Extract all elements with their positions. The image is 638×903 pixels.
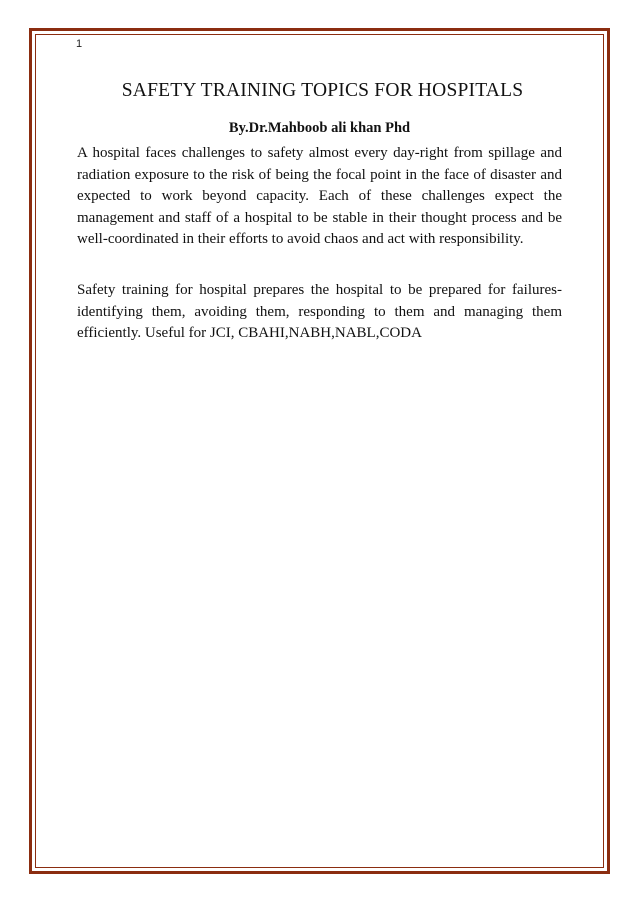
document-body bbox=[77, 78, 562, 345]
document-title: SAFETY TRAINING TOPICS FOR HOSPITALS bbox=[121, 80, 524, 101]
page-number: 1 bbox=[76, 38, 83, 50]
paragraph-intro: A hospital faces challenges to safety almost every day-right from spillage and radiation exposure to the risk of being the focal point in the face of disaster and expected to work beyond capacity. Each of these challenges expect the management and staff of a hospital to be stable in their thought process and be well-coordinated in their efforts to avoid chaos and act with responsibility. bbox=[77, 145, 562, 248]
document-author: By.Dr.Mahboob ali khan Phd bbox=[228, 120, 411, 136]
paragraph-training: Safety training for hospital prepares the hospital to be prepared for failures-identifying them, avoiding them, responding to them and managing them efficiently. Useful for JCI, CBAHI,NABH,NABL,CODA bbox=[77, 281, 562, 342]
